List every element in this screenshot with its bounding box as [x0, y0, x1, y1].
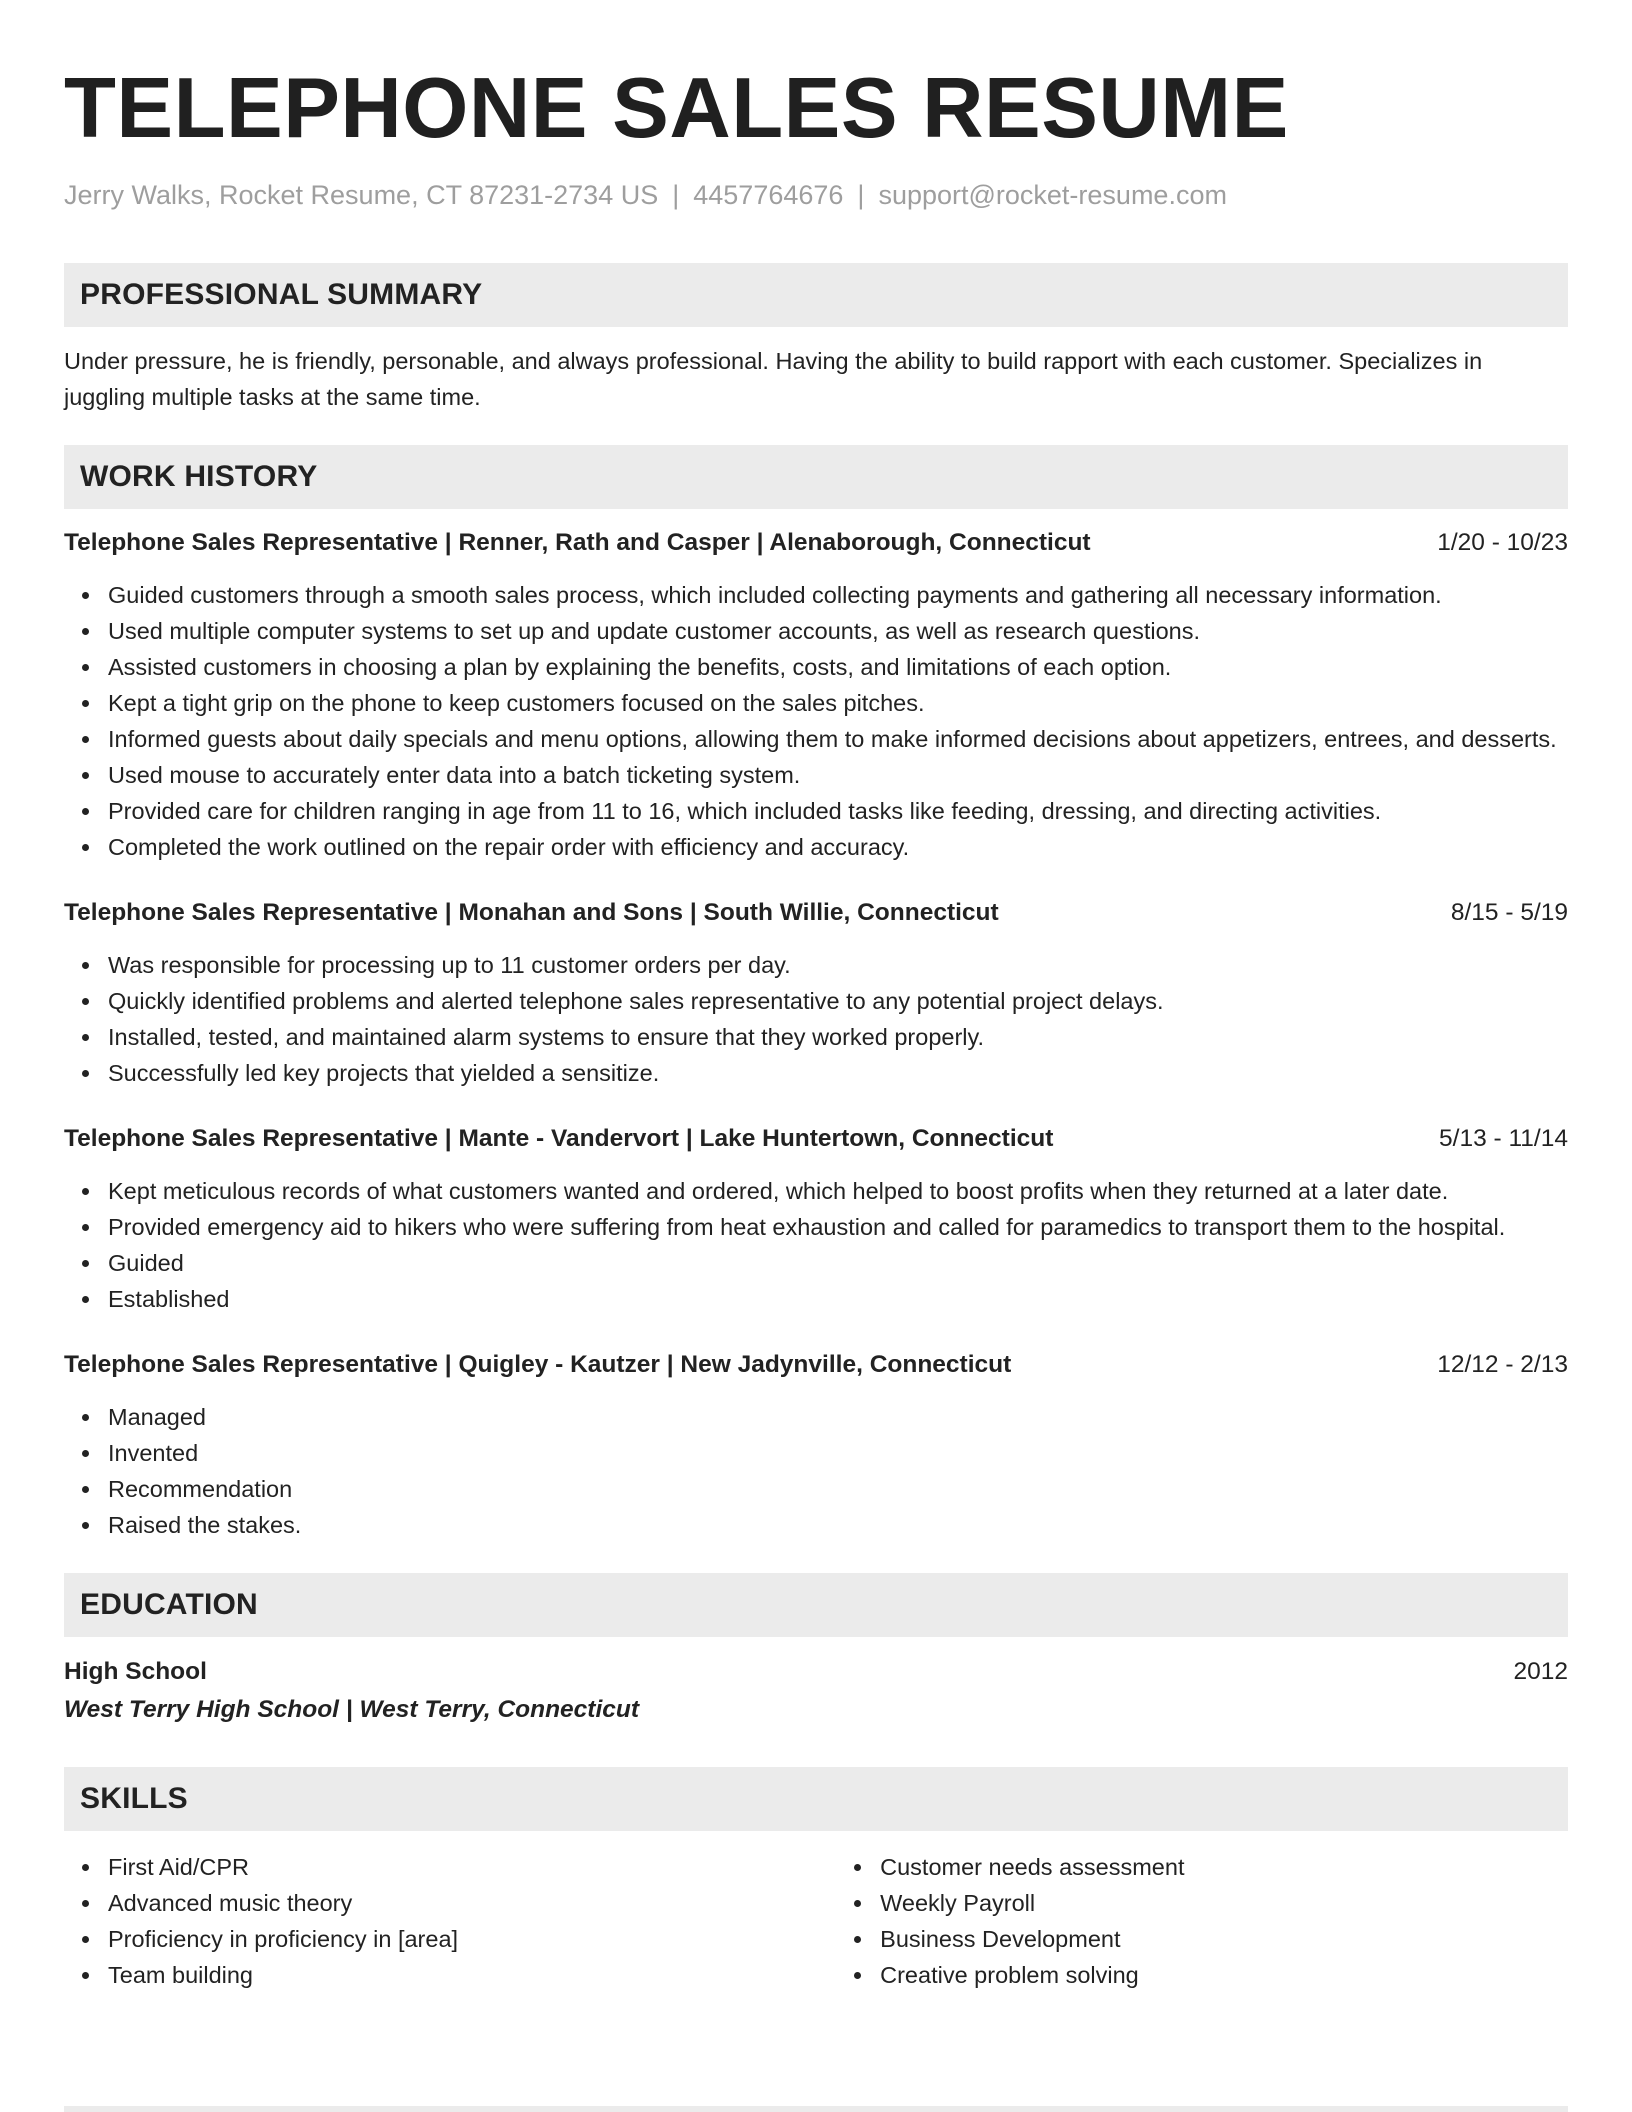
job-bullet: Was responsible for processing up to 11 customer orders per day. [108, 947, 1568, 983]
job-title: Telephone Sales Representative | Monahan and Sons | South Willie, Connecticut [64, 899, 999, 927]
job-bullet: Quickly identified problems and alerted telephone sales representative to any potential project delays. [108, 983, 1568, 1019]
skill-item: Weekly Payroll [880, 1885, 1568, 1921]
job-bullet-list [64, 1173, 1568, 1317]
job-header [64, 1347, 1568, 1383]
job-title: Telephone Sales Representative | Mante - Vandervort | Lake Huntertown, Connecticut [64, 1125, 1054, 1153]
job-entry [64, 1347, 1568, 1543]
job-bullet: Used multiple computer systems to set up and update customer accounts, as well as research questions. [108, 613, 1568, 649]
job-entry [64, 1121, 1568, 1317]
job-bullet: Completed the work outlined on the repair order with efficiency and accuracy. [108, 829, 1568, 865]
job-bullet: Managed [108, 1399, 1568, 1435]
education-row [64, 1653, 1568, 1691]
summary-text: Under pressure, he is friendly, personable, and always professional. Having the ability to build rapport with each customer. Specializes in juggling multiple tasks at the same time. [64, 348, 1483, 411]
job-title: Telephone Sales Representative | Renner, Rath and Casper | Alenaborough, Connecticut [64, 529, 1091, 557]
skills-list-right [836, 1849, 1568, 1993]
job-bullet-list [64, 1399, 1568, 1543]
section-header-work-history: WORK HISTORY [64, 445, 1568, 509]
job-bullet: Recommendation [108, 1471, 1568, 1507]
job-bullet: Guided customers through a smooth sales process, which included collecting payments and gathering all necessary information. [108, 577, 1568, 613]
job-bullet: Kept a tight grip on the phone to keep customers focused on the sales pitches. [108, 685, 1568, 721]
job-bullet: Provided emergency aid to hikers who were suffering from heat exhaustion and called for paramedics to transport them to the hospital. [108, 1209, 1568, 1245]
education-school: West Terry High School | West Terry, Connecticut [64, 1696, 639, 1724]
education-year: 2012 [1513, 1658, 1568, 1686]
job-header [64, 525, 1568, 561]
contact-address: Jerry Walks, Rocket Resume, CT 87231-2734 US [64, 180, 659, 210]
job-entry [64, 525, 1568, 865]
job-bullet-list [64, 947, 1568, 1091]
skill-item: Business Development [880, 1921, 1568, 1957]
job-bullet-list [64, 577, 1568, 865]
job-dates: 12/12 - 2/13 [1437, 1351, 1568, 1379]
job-bullet: Kept meticulous records of what customers wanted and ordered, which helped to boost profits when they returned at a later date. [108, 1173, 1568, 1209]
job-bullet: Installed, tested, and maintained alarm systems to ensure that they worked properly. [108, 1019, 1568, 1055]
skill-item: Team building [108, 1957, 836, 1993]
section-header-education: EDUCATION [64, 1573, 1568, 1637]
skill-item: Proficiency in proficiency in [area] [108, 1921, 836, 1957]
job-header [64, 895, 1568, 931]
resume-title: TELEPHONE SALES RESUME [64, 61, 1289, 156]
job-bullet: Guided [108, 1245, 1568, 1281]
job-bullet: Informed guests about daily specials and menu options, allowing them to make informed decisions about appetizers, entrees, and desserts. [108, 721, 1568, 757]
skill-item: First Aid/CPR [108, 1849, 836, 1885]
job-bullet: Raised the stakes. [108, 1507, 1568, 1543]
education-degree: High School [64, 1658, 207, 1686]
job-bullet: Successfully led key projects that yielded a sensitize. [108, 1055, 1568, 1091]
contact-email: support@rocket-resume.com [878, 180, 1227, 210]
job-header [64, 1121, 1568, 1157]
skill-item: Customer needs assessment [880, 1849, 1568, 1885]
job-entry [64, 895, 1568, 1091]
work-history-list [64, 525, 1568, 1543]
job-bullet: Invented [108, 1435, 1568, 1471]
contact-separator: | [857, 180, 865, 210]
bottom-divider [64, 2106, 1568, 2112]
job-bullet: Assisted customers in choosing a plan by explaining the benefits, costs, and limitations of each option. [108, 649, 1568, 685]
skills-columns [64, 1849, 1568, 1993]
job-dates: 8/15 - 5/19 [1450, 899, 1568, 927]
contact-line [64, 179, 1568, 211]
skill-item: Advanced music theory [108, 1885, 836, 1921]
job-bullet: Used mouse to accurately enter data into a batch ticketing system. [108, 757, 1568, 793]
job-bullet: Established [108, 1281, 1568, 1317]
job-bullet: Provided care for children ranging in age from 11 to 16, which included tasks like feeding, dressing, and directing activities. [108, 793, 1568, 829]
section-header-skills: SKILLS [64, 1767, 1568, 1831]
job-title: Telephone Sales Representative | Quigley - Kautzer | New Jadynville, Connecticut [64, 1351, 1012, 1379]
contact-phone: 4457764676 [693, 180, 844, 210]
job-dates: 1/20 - 10/23 [1437, 529, 1568, 557]
contact-separator: | [672, 180, 680, 210]
skills-list-left [64, 1849, 836, 1993]
job-dates: 5/13 - 11/14 [1439, 1125, 1568, 1153]
skill-item: Creative problem solving [880, 1957, 1568, 1993]
section-header-summary: PROFESSIONAL SUMMARY [64, 263, 1568, 327]
